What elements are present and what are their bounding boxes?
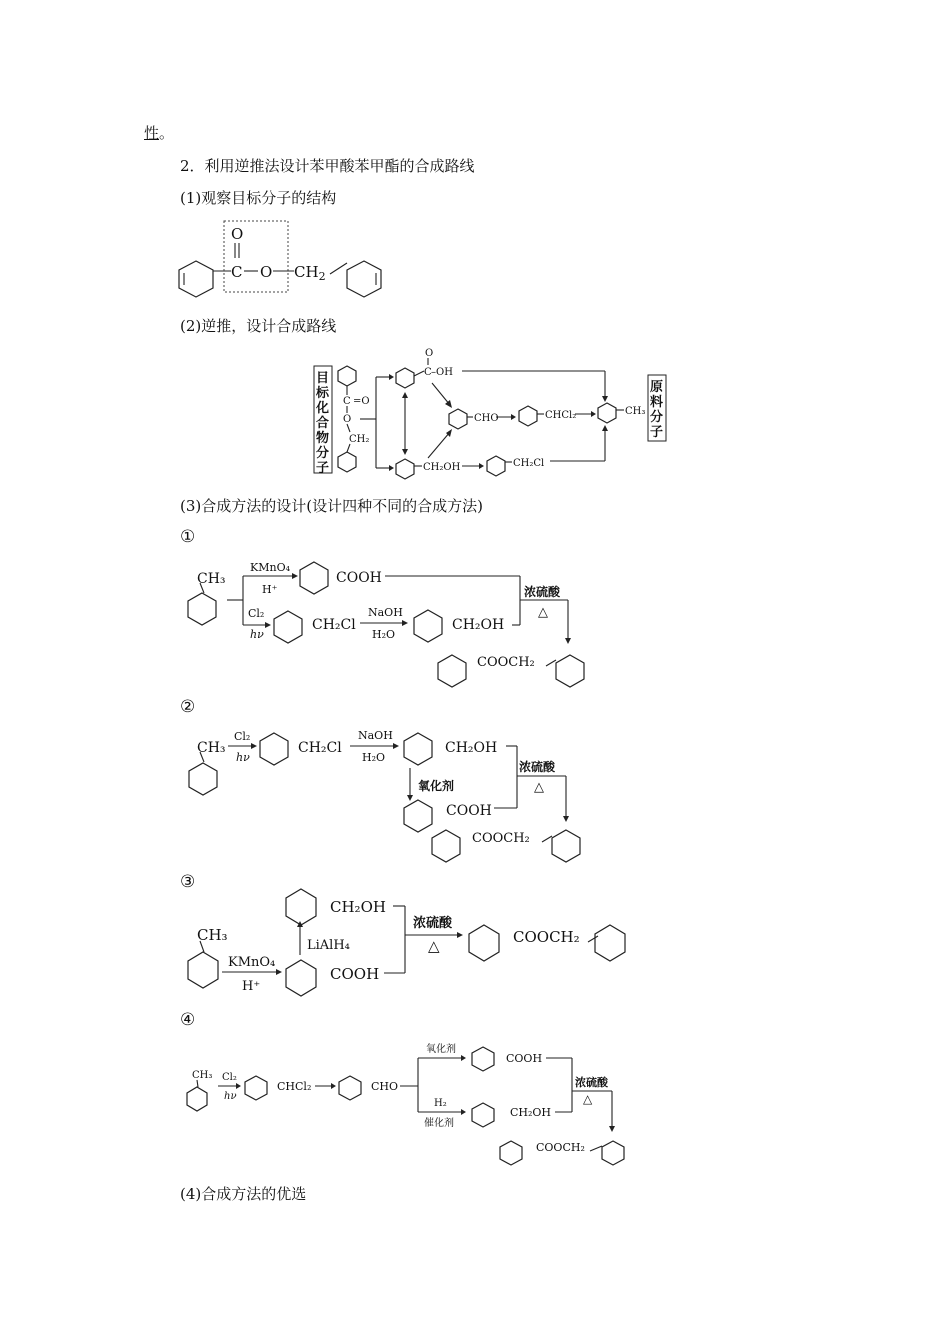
method-4-number: ④ (180, 1010, 196, 1030)
svg-text:料: 料 (650, 395, 664, 410)
method-1-number: ① (180, 527, 196, 547)
carbonyl-o: O (231, 225, 244, 243)
m4-ch2oh: CH₂OH (510, 1106, 552, 1119)
m3-cooh: COOH (330, 965, 380, 983)
m4-ch3: CH₃ (192, 1070, 213, 1081)
svg-text:化: 化 (316, 401, 330, 416)
m2-h2so4: 浓硫酸 (519, 760, 556, 774)
step-4-title: (4)合成方法的优选 (180, 1185, 307, 1203)
m1-ch3: CH₃ (197, 571, 226, 587)
m2-h2o: H₂O (362, 751, 386, 764)
m3-lialh4: LiAlH₄ (307, 938, 350, 953)
m2-hv: hν (236, 751, 250, 764)
m2-naoh: NaOH (358, 729, 393, 742)
m3-h2so4: 浓硫酸 (413, 916, 453, 931)
lead-punct: 。 (159, 124, 175, 142)
arrowhead (236, 1083, 241, 1089)
m3-h: H⁺ (242, 979, 261, 994)
ester-o: O (260, 263, 273, 281)
acid-o: O (425, 348, 434, 359)
m1-ch2oh: CH₂OH (452, 617, 505, 633)
bond (590, 1146, 602, 1151)
m4-chcl2-ring (245, 1076, 267, 1100)
m2-ch2oh: CH₂OH (445, 740, 498, 756)
m4-ox: 氧化剂 (426, 1044, 456, 1055)
step-1-title: (1)观察目标分子的结构 (180, 189, 337, 207)
m2-ester: COOCH₂ (472, 831, 530, 846)
m1-delta: △ (538, 605, 548, 620)
m4-h2: H₂ (434, 1098, 447, 1109)
m1-kmno4: KMnO₄ (250, 561, 290, 574)
m4-cho-ring (339, 1076, 361, 1100)
m1-ester: COOCH₂ (477, 655, 535, 670)
step-2-title: (2)逆推，设计合成路线 (180, 317, 337, 335)
target-o: O (343, 414, 352, 425)
cho-label: CHO (474, 413, 499, 424)
lead-underlined: 性 (144, 124, 160, 142)
arrowhead (609, 1126, 615, 1132)
m4-cooh: COOH (506, 1052, 543, 1065)
m1-cl2: Cl₂ (248, 607, 265, 620)
m1-naoh: NaOH (368, 606, 403, 619)
m3-ch2oh: CH₂OH (330, 898, 386, 916)
ch3-label: CH₃ (625, 406, 646, 417)
m3-delta: △ (428, 937, 440, 955)
m3-ester: COOCH₂ (513, 928, 580, 946)
m4-toluene-ring (187, 1087, 207, 1111)
target-co: =O (353, 396, 370, 407)
carbonyl-c: C (231, 263, 243, 281)
svg-text:标: 标 (316, 386, 330, 401)
m1-h2o: H₂O (372, 628, 396, 641)
m4-acid-ring (472, 1047, 494, 1071)
section-2-title: 2．利用逆推法设计苯甲酸苯甲酯的合成路线 (180, 157, 475, 175)
ch2cl-label: CH₂Cl (513, 458, 545, 469)
m1-h2so4: 浓硫酸 (524, 585, 561, 599)
m1-ch2cl: CH₂Cl (312, 617, 356, 633)
svg-text:子: 子 (650, 425, 664, 440)
svg-text:原: 原 (650, 380, 664, 395)
m2-ch2cl: CH₂Cl (298, 740, 342, 756)
m2-ch3: CH₃ (197, 740, 226, 756)
m4-h2so4: 浓硫酸 (575, 1076, 608, 1089)
m4-alcohol-ring (472, 1103, 494, 1127)
m4-cl2: Cl₂ (222, 1072, 237, 1083)
target-ch2: CH₂ (349, 434, 370, 445)
svg-text:分: 分 (650, 410, 664, 425)
m2-delta: △ (534, 780, 544, 795)
m2-cooh: COOH (446, 803, 492, 819)
ch2-group: $CH_2$ (294, 263, 326, 283)
acid-oh: –OH (431, 367, 453, 378)
m4-delta: △ (583, 1092, 593, 1106)
acid-c: C (424, 367, 432, 378)
m4-hv: hν (224, 1091, 237, 1102)
step-3-title: (3)合成方法的设计(设计四种不同的合成方法) (180, 497, 483, 515)
method-2-number: ② (180, 697, 196, 717)
bond (197, 1080, 198, 1087)
m4-ester: COOCH₂ (536, 1141, 585, 1154)
chcl2-label: CHCl₂ (545, 410, 577, 421)
m4-chcl2: CHCl₂ (277, 1080, 312, 1093)
m4-ester-ring-left (500, 1141, 522, 1165)
arrowhead (331, 1083, 336, 1089)
svg-text:目: 目 (316, 371, 330, 386)
m1-hv: hν (250, 628, 264, 641)
m2-ox: 氧化剂 (418, 779, 455, 793)
arrowhead (461, 1055, 466, 1061)
m1-h: H⁺ (262, 583, 278, 596)
m3-kmno4: KMnO₄ (228, 955, 276, 970)
arrowhead (461, 1109, 466, 1115)
svg-text:合: 合 (316, 416, 330, 431)
m1-cooh: COOH (336, 570, 382, 586)
method-3-number: ③ (180, 872, 196, 892)
target-c: C (343, 396, 351, 407)
m2-cl2: Cl₂ (234, 730, 251, 743)
svg-text:分: 分 (316, 446, 330, 461)
m3-ch3: CH₃ (197, 926, 228, 944)
m4-cat: 催化剂 (424, 1118, 454, 1129)
m4-ester-ring-right (602, 1141, 624, 1165)
svg-text:物: 物 (316, 431, 330, 446)
svg-text:子: 子 (316, 461, 330, 476)
m4-cho: CHO (371, 1080, 399, 1093)
ch2oh-label: CH₂OH (423, 462, 461, 473)
